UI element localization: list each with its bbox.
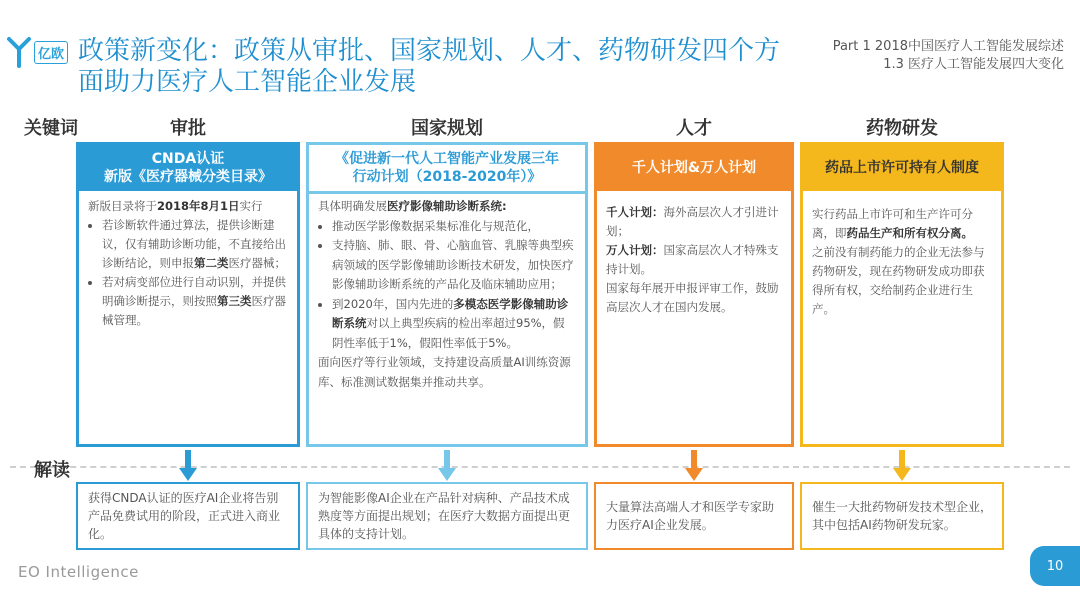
national-plan-card-title-2: 行动计划（2018-2020年）》: [352, 169, 542, 185]
list-item: • 支持脑、肺、眼、骨、心脑血管、乳腺等典型疾病领域的医学影像辅助诊断技术研发，加快医疗影像辅助诊断系统的产品化及临床辅助应用；: [332, 236, 576, 295]
approval-card-header: [79, 145, 297, 191]
approval-card-title-1: CNDA认证: [151, 151, 225, 167]
page-title-line-1: 政策新变化：政策从审批、国家规划、人才、药物研发四个方: [78, 36, 781, 66]
logo: [6, 34, 72, 70]
talent-card-header: [597, 145, 791, 191]
interpretation-national-plan: 为智能影像AI企业在产品针对病种、产品技术成熟度等方面提出规划；在医疗大数据方面提出更具体的支持计划。: [306, 482, 588, 550]
interpretation-label: 解读: [34, 460, 70, 481]
page-title: [78, 36, 798, 98]
page-title-line-2: 面助力医疗人工智能企业发展: [78, 67, 417, 97]
approval-card-body: [79, 191, 297, 334]
list-item: • 若诊断软件通过算法，提供诊断建议，仅有辅助诊断功能，不直接给出诊断结论，则申报第二类医疗器械；: [102, 216, 288, 273]
column-heading-drug-rd: 药物研发: [866, 118, 938, 139]
drug-rd-card-header: [803, 145, 1001, 191]
approval-bullets: [88, 216, 288, 330]
logo-text: 亿欧: [34, 41, 68, 64]
national-plan-intro: 具体明确发展医疗影像辅助诊断系统:: [318, 199, 507, 213]
arrow-down-icon: [437, 450, 457, 482]
talent-card: [594, 142, 794, 447]
list-item: • 若对病变部位进行自动识别，并提供明确诊断提示，则按照第三类医疗器械管理。: [102, 273, 288, 330]
approval-card: [76, 142, 300, 447]
national-plan-card: [306, 142, 588, 447]
section-info: [833, 38, 1064, 74]
column-heading-national-plan: 国家规划: [411, 118, 483, 139]
drug-rd-p2: 之前没有制药能力的企业无法参与药物研发，现在药物研发成功即获得所有权，交给制药企业进行生产。: [812, 245, 985, 316]
interpretation-approval: 获得CNDA认证的医疗AI企业将告别产品免费试用的阶段，正式进入商业化。: [76, 482, 300, 550]
page-number: 10: [1030, 546, 1080, 586]
talent-note: 国家每年展开申报评审工作，鼓励高层次人才在国内发展。: [606, 281, 779, 314]
national-plan-outro: 面向医疗等行业领域，支持建设高质量AI训练资源库、标准测试数据集并推动共享。: [318, 355, 571, 389]
national-plan-bullets: [318, 217, 576, 354]
arrow-down-icon: [178, 450, 198, 482]
talent-card-title: 千人计划&万人计划: [631, 160, 757, 176]
list-item: • 到2020年，国内先进的多模态医学影像辅助诊断系统对以上典型疾病的检出率超过95%，假阴性率低于1%，假阳性率低于5%。: [332, 295, 576, 354]
part-label: Part 1 2018中国医疗人工智能发展综述: [832, 39, 1064, 54]
footer-brand: EO Intelligence: [18, 563, 139, 581]
national-plan-card-header: [309, 145, 585, 194]
talent-card-body: [597, 191, 791, 321]
drug-rd-card-title: 药品上市许可持有人制度: [825, 160, 979, 176]
drug-rd-card-body: [803, 191, 1001, 323]
national-plan-card-body: [309, 194, 585, 396]
column-heading-approval: 审批: [170, 118, 206, 139]
approval-intro: 新版目录将于2018年8月1日实行: [88, 199, 263, 213]
column-heading-talent: 人才: [676, 118, 712, 139]
talent-thousand-plan: 千人计划：海外高层次人才引进计划；: [606, 205, 779, 238]
talent-ten-thousand-plan: 万人计划：国家高层次人才特殊支持计划。: [606, 243, 779, 276]
interpretation-talent: 大量算法高端人才和医学专家助力医疗AI企业发展。: [594, 482, 794, 550]
list-item: • 推动医学影像数据采集标准化与规范化，: [332, 217, 576, 237]
logo-mark-icon: [6, 35, 32, 69]
national-plan-card-title-1: 《促进新一代人工智能产业发展三年: [335, 151, 559, 167]
subsection-label: 1.3 医疗人工智能发展四大变化: [883, 57, 1064, 72]
approval-card-title-2: 新版《医疗器械分类目录》: [104, 169, 272, 185]
drug-rd-card: [800, 142, 1004, 447]
arrow-down-icon: [684, 450, 704, 482]
drug-rd-p1: 实行药品上市许可和生产许可分离，即药品生产和所有权分离。: [812, 207, 973, 240]
interpretation-drug-rd: 催生一大批药物研发技术型企业，其中包括AI药物研发玩家。: [800, 482, 1004, 550]
arrow-down-icon: [892, 450, 912, 482]
keyword-label: 关键词: [24, 118, 78, 139]
